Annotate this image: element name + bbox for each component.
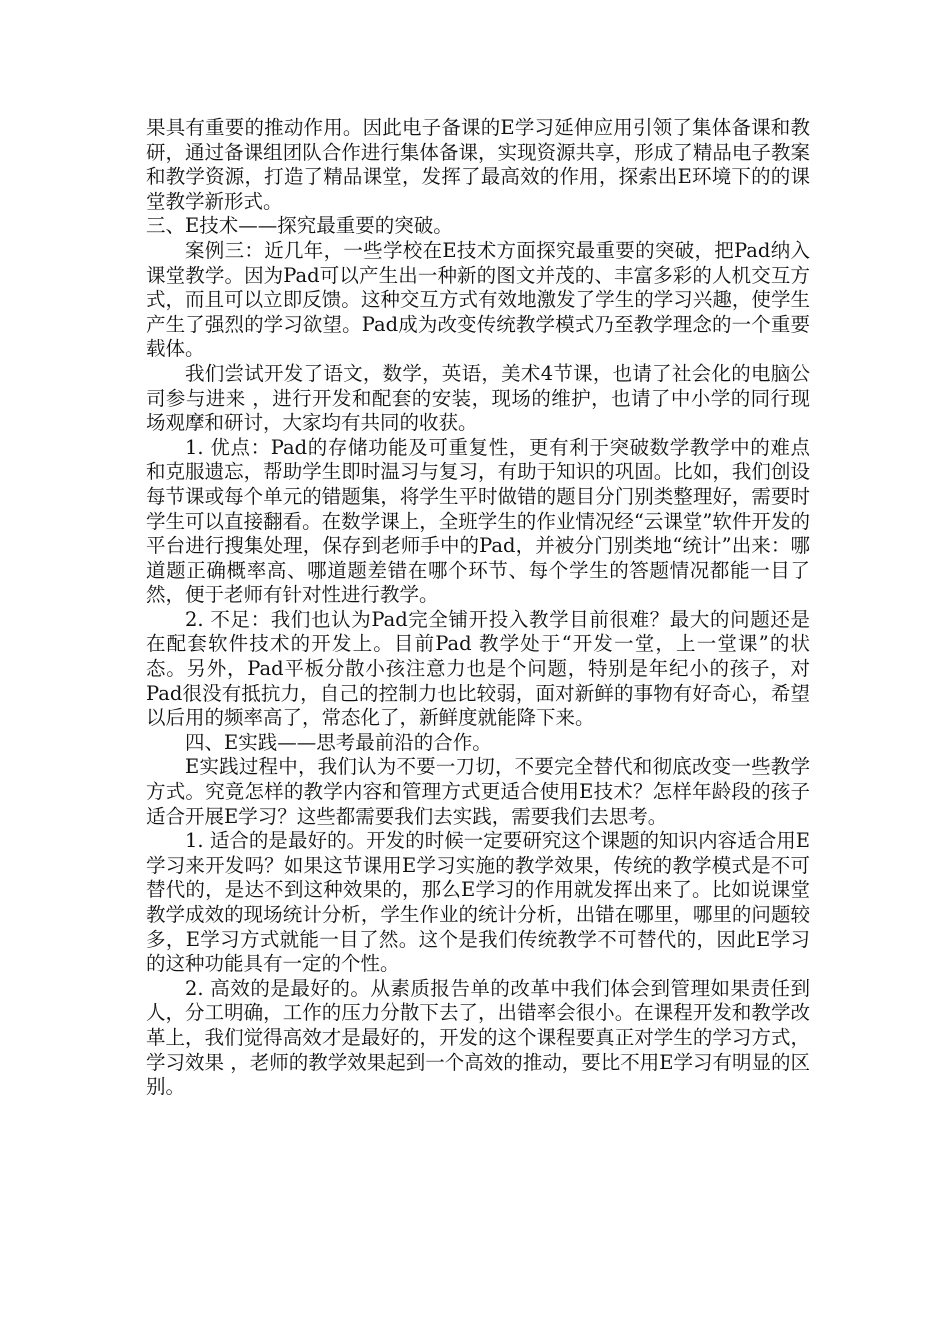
paragraph-shortcomings: 2. 不足：我们也认为Pad完全铺开投入教学目前很难？最大的问题还是在配套软件技术的开发上。目前Pad 教学处于“开发一堂，上一堂课”的状态。另外，Pad平板分散小孩注意力也是个问题，特别是年纪小的孩子，对Pad很没有抵抗力，自己的控制力也比较弱，面对新鲜的事物有好奇心，希望以后用的频率高了，常态化了，新鲜度就能降下来。: [146, 607, 810, 730]
paragraph-suitable: 1. 适合的是最好的。开发的时候一定要研究这个课题的知识内容适合用E学习来开发吗？如果这节课用E学习实施的教学效果，传统的教学模式是不可替代的，是达不到这种效果的，那么E学习的作用就发挥出来了。比如说课堂教学成效的现场统计分析，学生作业的统计分析，出错在哪里，哪里的问题较多，E学习方式就能一目了然。这个是我们传统教学不可替代的，因此E学习的这种功能具有一定的个性。: [146, 829, 810, 976]
paragraph-efficient: 2. 高效的是最好的。从素质报告单的改革中我们体会到管理如果责任到人，分工明确，工作的压力分散下去了，出错率会很小。在课程开发和教学改革上，我们觉得高效才是最好的，开发的这个课程要真正对学生的学习方式，学习效果 ，老师的教学效果起到一个高效的推动，要比不用E学习有明显的区别。: [146, 976, 810, 1099]
paragraph-advantages: 1. 优点：Pad的存储功能及可重复性，更有利于突破数学教学中的难点和克服遗忘，帮助学生即时温习与复习，有助于知识的巩固。比如，我们创设每节课或每个单元的错题集，将学生平时做错的题目分门别类整理好，需要时学生可以直接翻看。在数学课上，全班学生的作业情况经“云课堂”软件开发的平台进行搜集处理，保存到老师手中的Pad，并被分门别类地“统计”出来：哪道题正确概率高、哪道题差错在哪个环节、每个学生的答题情况都能一目了然，便于老师有针对性进行教学。: [146, 435, 810, 607]
section-heading-3: 三、E技术——探究最重要的突破。: [146, 214, 453, 238]
paragraph-case-3: 案例三：近几年，一些学校在E技术方面探究最重要的突破，把Pad纳入课堂教学。因为Pad可以产生出一种新的图文并茂的、丰富多彩的人机交互方式，而且可以立即反馈。这种交互方式有效地激发了学生的学习兴趣，使学生产生了强烈的学习欲望。Pad成为改变传统教学模式乃至教学理念的一个重要载体。: [146, 238, 810, 361]
paragraph-trial: 我们尝试开发了语文，数学，英语，美术4节课，也请了社会化的电脑公司参与进来 ，进行开发和配套的安装，现场的维护，也请了中小学的同行现场观摩和研讨，大家均有共同的收获。: [146, 361, 810, 435]
document-body: [146, 116, 810, 1100]
section-heading-4: 四、E实践——思考最前沿的合作。: [185, 730, 492, 754]
paragraph-practice: E实践过程中，我们认为不要一刀切，不要完全替代和彻底改变一些教学方式。究竟怎样的教学内容和管理方式更适合使用E技术？怎样年龄段的孩子适合开展E学习？这些都需要我们去实践，需要我们去思考。: [146, 755, 810, 828]
paragraph-continuation: 果具有重要的推动作用。因此电子备课的E学习延伸应用引领了集体备课和教研，通过备课组团队合作进行集体备课，实现资源共享，形成了精品电子教案和教学资源，打造了精品课堂，发挥了最高效的作用，探索出E环境下的的课堂教学新形式。: [146, 116, 810, 213]
